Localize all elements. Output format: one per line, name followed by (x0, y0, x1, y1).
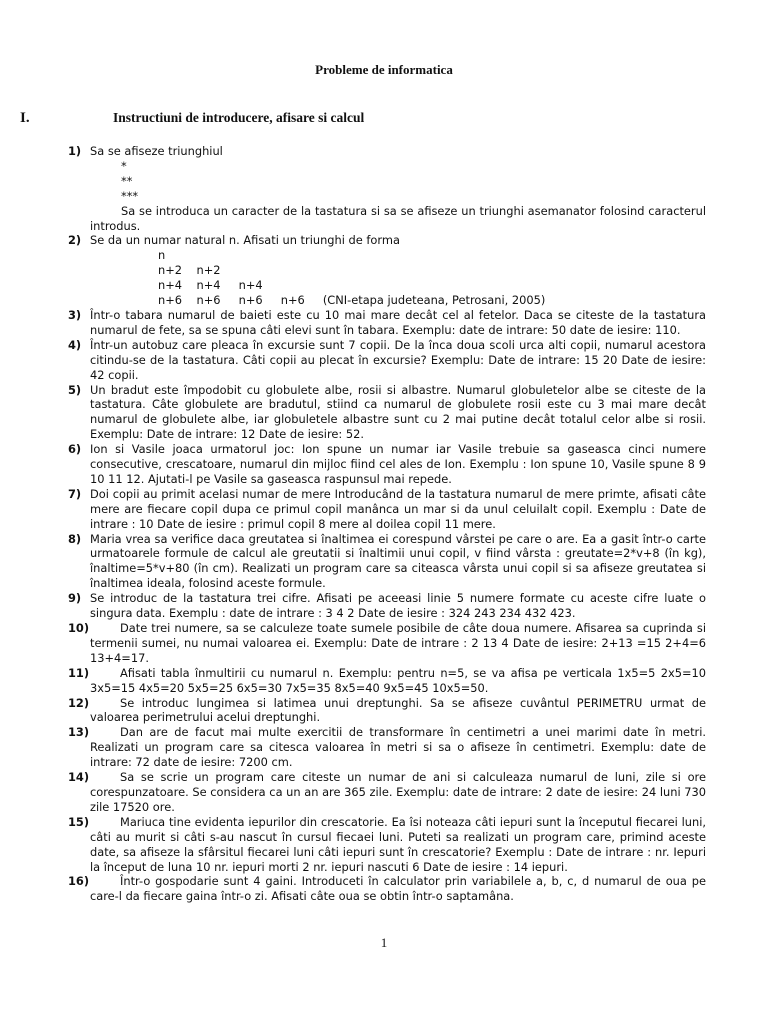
problem-text-content: Dan are de facut mai multe exercitii de transformare în centimetri a unei marimi date în metri. Realizati un program care sa citesca valoarea în metri si sa o afiseze în centimetri. Exemplu: date de intrare: 72 date de iesire: 7200 cm. (90, 725, 706, 770)
problem-list (0, 144, 768, 904)
problem-text (90, 725, 706, 770)
problem-number: 8) (68, 531, 82, 546)
problem-item (0, 696, 768, 726)
triangle-row: * (121, 158, 127, 173)
problem-text: Doi copii au primit acelasi numar de mere Introducând de la tastatura numarul de mere primte, afisati câte mere are fiecare copil dupa ce primul copil manânca un mar si da unul celuilalt copil. Exemplu : Date de intrare : 10 Date de iesire : primul copil 8 mere al doilea copil 11 mere. (90, 486, 706, 531)
triangle-row: *** (121, 188, 139, 203)
problem-text-content: Afisati tabla înmultirii cu numarul n. Exemplu: pentru n=5, se va afisa pe verticala 1x5=5 2x5=10 3x5=15 4x5=20 5x5=25 6x5=30 7x5=35 8x5=40 9x5=45 10x5=50. (90, 665, 706, 695)
problem-item (0, 487, 768, 532)
problem-number: 1) (68, 144, 82, 158)
problem-text-content: Sa se scrie un program care citeste un numar de ani si calculeaza numarul de luni, zile si ore corespunzatoare. Se considera ca un an are 365 zile. Exemplu: date de intrare: 2 date de iesire: 24 luni 730 zile 17520 ore. (90, 770, 706, 814)
problem-item (0, 233, 768, 308)
problem-number: 11) (68, 665, 90, 680)
problem-text (90, 621, 706, 666)
problem-text-content: Date trei numere, sa se calculeze toate sumele posibile de câte doua numere. Afisarea sa cuprinda si termenii sumei, nu numai valoarea ei. Exemplu: Date de intrare : 2 13 4 Date de iesire: 2+13 =15 2+4=6 13+4=17. (90, 621, 706, 665)
problem-text: Un bradut este împodobit cu globulete albe, rosii si albastre. Numarul globuletelor albe se citeste de la tastatura. Câte globulete are bradutul, stiind ca numarul de globulete rosii este cu 3 mai mare decât numarul de globulete albe, iar globuletele albastre sunt cu 2 mai putine decât totalul celor albe si rosii. Exemplu: Date de intrare: 12 Date de iesire: 52. (90, 382, 706, 442)
problem-number: 10) (68, 621, 90, 635)
problem-text: Maria vrea sa verifice daca greutatea si înaltimea ei corespund vârstei pe care o are. Ea a gasit într-o carte urmatoarele formule de calcul ale greutatii si înaltimii unui copil, v fiind vârsta : greutate=2*v+8 (în kg), înaltime=5*v+80 (în cm). Realizati un program care sa citeasca vârsta unui copil si sa afiseze greutatea si înaltimea ideala, folosind aceste formule. (90, 531, 706, 591)
problem-number: 2) (68, 233, 82, 248)
problem-number: 16) (68, 874, 90, 889)
problem-number: 5) (68, 382, 82, 397)
problem-number: 4) (68, 337, 82, 352)
problem-item (0, 770, 768, 815)
problem-item (0, 815, 768, 875)
problem-continuation (90, 204, 706, 234)
form-row: n+4 n+4 n+4 (158, 278, 263, 293)
problem-text: Se da un numar natural n. Afisati un triunghi de forma (90, 233, 400, 248)
problem-text (90, 815, 706, 875)
problem-text (90, 874, 706, 904)
triangle-row: ** (121, 173, 133, 188)
problem-number: 9) (68, 591, 82, 606)
page-number: 1 (380, 935, 388, 950)
problem-text (90, 666, 706, 696)
problem-item (0, 442, 768, 487)
problem-text: Se introduc de la tastatura trei cifre. Afisati pe aceeasi linie 5 numere formate cu aceste cifre luate o singura data. Exemplu : date de intrare : 3 4 2 Date de iesire : 324 243 234 432 423. (90, 591, 706, 621)
problem-item (0, 874, 768, 904)
problem-number: 14) (68, 770, 90, 785)
problem-text (90, 770, 706, 815)
problem-text: Într-o tabara numarul de baieti este cu 10 mai mare decât cel al fetelor. Daca se citeste de la tastatura numarul de fete, sa se spuna câti elevi sunt în tabara. Exemplu: date de intrare: 50 date de iesire: 110. (90, 307, 706, 337)
problem-text-content: Se introduc lungimea si latimea unui dreptunghi. Sa se afiseze cuvântul PERIMETRU urmat de valoarea perimetrului acelui dreptunghi. (90, 695, 706, 725)
problem-number: 15) (68, 814, 90, 829)
problem-item (0, 383, 768, 443)
problem-number: 12) (68, 695, 90, 710)
problem-text: Sa se afiseze triunghiul (90, 144, 223, 158)
problem-item (0, 725, 768, 770)
section-number: I. (20, 110, 30, 126)
problem-number: 7) (68, 486, 82, 501)
problem-number: 6) (68, 442, 82, 457)
problem-number: 3) (68, 307, 82, 322)
problem-text-content: Într-o gospodarie sunt 4 gaini. Introduceti în calculator prin variabilele a, b, c, d numarul de oua pe care-l da fiecare gaina într-o zi. Afisati câte oua se obtin într-o saptamâna. (90, 874, 706, 904)
problem-item (0, 591, 768, 621)
problem-text: Ion si Vasile joaca urmatorul joc: Ion spune un numar iar Vasile trebuie sa gaseasca cinci numere consecutive, crescatoare, numarul din mijloc fiind cel ales de Ion. Exemplu : Ion spune 10, Vasile spune 8 9 10 11 12. Ajutati-l pe Vasile sa gaseasca raspunsul mai repede. (90, 442, 706, 486)
document-title: Probleme de informatica (315, 62, 453, 77)
problem-text-content: Mariuca tine evidenta iepurilor din crescatorie. Ea îsi noteaza câti iepuri sunt la începutul fiecarei luni, câti au murit si câti s-au nascut în cursul fiecaei luni. Puteti sa realizati un program care, primind aceste date, sa afiseze la sfârsitul fiecarei luni câti iepuri sunt în crescatorie? Exemplu : Date de intrare : nr. Iepuri la început de luna 10 nr. iepuri morti 2 nr. iepuri nascuti 6 Date de iesire : 14 iepuri. (90, 814, 706, 874)
form-row: n (158, 248, 166, 263)
problem-continuation-text: Sa se introduca un caracter de la tastatura si sa se afiseze un triunghi asemanator folosind caracterul introdus. (90, 203, 706, 233)
problem-item (0, 621, 768, 666)
form-row: n+6 n+6 n+6 n+6 (CNI-etapa judeteana, Petrosani, 2005) (158, 293, 546, 308)
problem-item (0, 666, 768, 696)
problem-item (0, 532, 768, 592)
problem-item (0, 338, 768, 383)
problem-item (0, 144, 768, 233)
form-row: n+2 n+2 (158, 263, 221, 278)
section-title: Instructiuni de introducere, afisare si calcul (113, 110, 365, 125)
problem-text (90, 696, 706, 726)
problem-number: 13) (68, 725, 90, 740)
problem-text: Într-un autobuz care pleaca în excursie sunt 7 copii. De la înca doua scoli urca alti copii, numarul acestora citindu-se de la tastatura. Câti copii au plecat în excursie? Exemplu: Date de intrare: 15 20 Date de iesire: 42 copii. (90, 337, 706, 382)
problem-item (0, 308, 768, 338)
